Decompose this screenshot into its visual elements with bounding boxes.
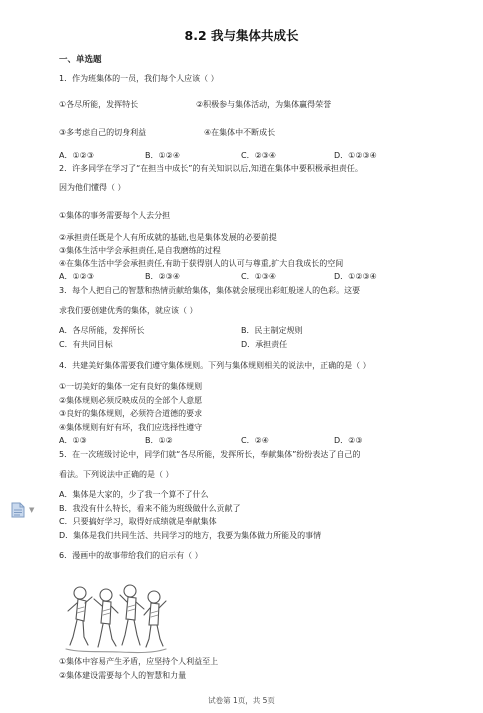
q1-option-d: D．①②③④ <box>334 151 377 160</box>
q1-statement-4: ④在集体中不断成长 <box>204 128 276 137</box>
q4-option-c: C．②④ <box>241 436 269 445</box>
q1-statement-1: ①各尽所能，发挥特长 <box>59 100 139 109</box>
q4-option-b: B．①② <box>145 436 173 445</box>
q4-stem: 4．共建美好集体需要我们遵守集体规则。下列与集体规则相关的说法中，正确的是（ ） <box>59 361 371 370</box>
q2-stem-line-1: 2．许多同学在学习了“在担当中成长”的有关知识以后,知道在集体中要积极承担责任。 <box>59 164 363 173</box>
q3-option-a: A．各尽所能，发挥所长 <box>59 326 145 335</box>
q3-option-c: C．有共同目标 <box>59 340 113 349</box>
section-heading: 一、单选题 <box>59 55 102 65</box>
q2-statement-3: ③集体生活中学会承担责任,是自我磨练的过程 <box>59 246 221 255</box>
q5-option-c: C．只要搞好学习，取得好成绩就是奉献集体 <box>59 517 217 526</box>
q5-stem-line-1: 5．在一次班级讨论中，同学们就“各尽所能，发挥所长，奉献集体”纷纷表达了自己的 <box>59 450 361 459</box>
q4-statement-4: ④集体规则有好有坏，我们应选择性遵守 <box>59 423 203 432</box>
q4-option-d: D．②③ <box>334 436 363 445</box>
q2-statement-4: ④在集体生活中学会承担责任,有助于获得别人的认可与尊重,扩大自我成长的空间 <box>59 259 344 268</box>
q2-statement-1: ①集体的事务需要每个人去分担 <box>59 211 171 220</box>
cartoon-illustration <box>62 579 170 657</box>
q6-statement-1: ①集体中容易产生矛盾，应坚持个人利益至上 <box>59 657 219 666</box>
q1-option-a: A．①②③ <box>59 151 94 160</box>
q6-statement-2: ②集体建设需要每个人的智慧和力量 <box>59 671 187 680</box>
q1-statement-2: ②积极参与集体活动，为集体赢得荣誉 <box>196 100 332 109</box>
q2-option-d: D．①②③④ <box>334 272 377 281</box>
page-footer: 试卷第 1页，共 5页 <box>208 696 275 705</box>
q3-option-d: D．承担责任 <box>241 340 288 349</box>
q2-option-c: C．①③④ <box>241 272 277 281</box>
q3-stem-line-1: 3．每个人把自己的智慧和热情贡献给集体，集体就会展现出彩虹般迷人的色彩。这要 <box>59 286 361 295</box>
document-icon[interactable] <box>11 502 25 518</box>
q2-statement-2: ②承担责任既是个人有所成就的基础,也是集体发展的必要前提 <box>59 233 277 242</box>
q4-statement-3: ③良好的集体规则，必须符合道德的要求 <box>59 409 203 418</box>
q6-stem: 6．漫画中的故事带给我们的启示有（ ） <box>59 551 203 560</box>
q1-option-c: C．②③④ <box>241 151 277 160</box>
q1-option-b: B．①②④ <box>145 151 181 160</box>
q4-option-a: A．①③ <box>59 436 87 445</box>
q1-stem: 1．作为班集体的一员，我们每个人应该（ ） <box>59 74 219 83</box>
q4-statement-2: ②集体规则必须反映成员的全部个人意愿 <box>59 396 203 405</box>
q5-stem-line-2: 看法。下列说法中正确的是（ ） <box>59 470 174 479</box>
q3-stem-line-2: 求我们要创建优秀的集体，就应该（ ） <box>59 306 198 315</box>
q5-option-d: D．集体是我们共同生活、共同学习的地方，我要为集体做力所能及的事情 <box>59 531 322 540</box>
q5-option-a: A．集体是大家的，少了我一个算不了什么 <box>59 490 209 499</box>
q5-option-b: B．我没有什么特长，看来不能为班级做什么贡献了 <box>59 504 241 513</box>
q2-option-a: A．①②③ <box>59 272 94 281</box>
page-title: 8.2 我与集体共成长 <box>184 28 299 43</box>
q4-statement-1: ①一切美好的集体一定有良好的集体规则 <box>59 382 203 391</box>
q1-statement-3: ③多考虑自己的切身利益 <box>59 128 147 137</box>
q2-option-b: B．②③④ <box>145 272 181 281</box>
chevron-down-icon[interactable]: ▼ <box>29 506 35 514</box>
q3-option-b: B．民主制定规则 <box>241 326 303 335</box>
q2-stem-line-2: 因为他们懂得（ ） <box>59 183 126 192</box>
